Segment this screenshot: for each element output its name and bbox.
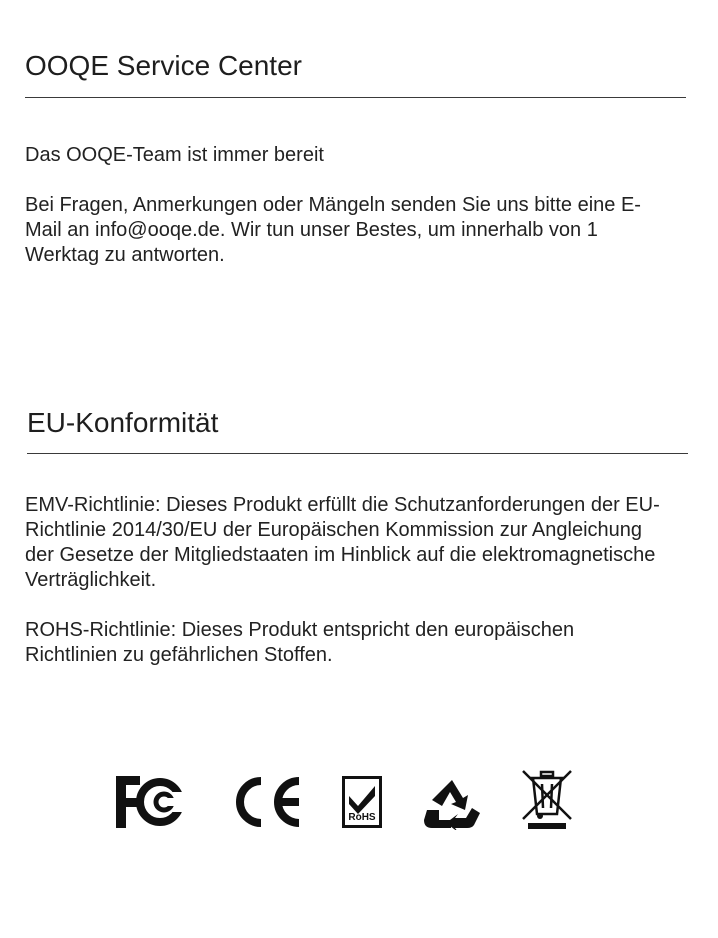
eu-divider [27,453,688,454]
recycle-icon [422,776,482,830]
rohs-icon [342,776,382,828]
service-title: OOQE Service Center [25,50,302,81]
service-divider [25,97,686,98]
fcc-icon [114,774,190,830]
emv-paragraph: EMV-Richtlinie: Dieses Produkt erfüllt die Schutzanforderungen der EU-Richtlinie 2014/30/EU der Europäischen Kommission zur Angleichung der Gesetze der Mitgliedstaaten im Hinblick auf die elektromagnetische Verträglichkeit. [25,494,660,591]
service-lead: Das OOQE-Team ist immer bereit [25,144,324,166]
weee-crossed-bin-icon [520,768,574,830]
eu-title: EU-Konformität [27,407,219,438]
rohs-label: RoHS [348,812,376,823]
rohs-paragraph: ROHS-Richtlinie: Dieses Produkt entspricht den europäischen Richtlinien zu gefährlichen Stoffen. [25,619,575,666]
ce-icon [227,775,303,829]
service-body: Bei Fragen, Anmerkungen oder Mängeln senden Sie uns bitte eine E-Mail an info@ooqe.de. Wir tun unser Bestes, um innerhalb von 1 Werktag zu antworten. [25,194,641,266]
